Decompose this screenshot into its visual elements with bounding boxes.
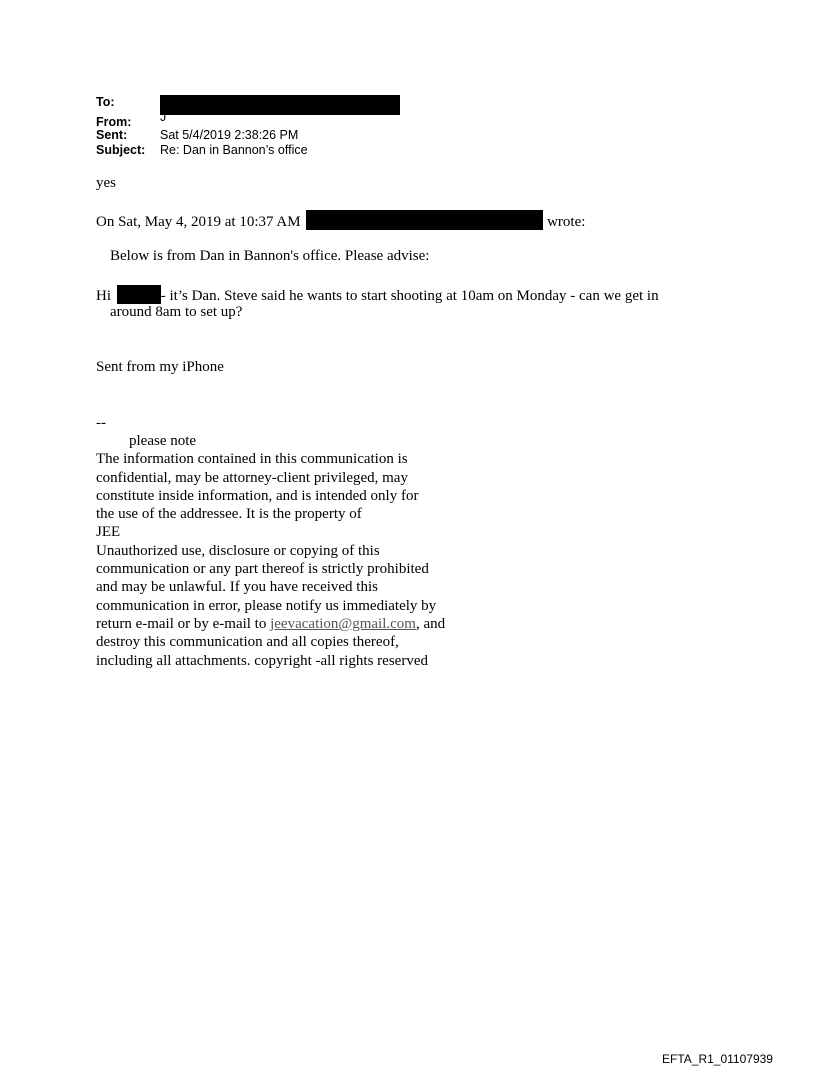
quote-intro-prefix: On Sat, May 4, 2019 at 10:37 AM [96,214,301,230]
sent-label: Sent: [96,127,128,142]
disclaimer-line: communication or any part thereof is strictly prohibited [96,561,429,578]
subject-value: Re: Dan in Bannon’s office [160,143,308,157]
redaction-bar [306,210,543,230]
from-label: From: [96,115,132,129]
disclaimer-line: communication in error, please notify us immediately by [96,597,437,614]
disclaimer-block [96,432,445,670]
email-link[interactable]: jeevacation@gmail.com [270,615,416,632]
quoted-message-line1 [96,285,659,305]
sent-row [96,128,400,144]
separator: -- [96,415,106,431]
disclaimer-line: JEE [96,524,121,541]
email-line-prefix: return e-mail or by e-mail to [96,615,271,632]
document-id: EFTA_R1_01107939 [662,1052,773,1066]
signature: Sent from my iPhone [96,359,224,375]
reply-text: yes [96,175,116,191]
from-value: J [160,110,167,124]
quote-intro [96,210,585,231]
disclaimer-line: and may be unlawful. If you have received this [96,579,378,596]
subject-row [96,143,400,159]
email-line-suffix: , and [415,615,446,632]
disclaimer-line: confidential, may be attorney-client privileged, may [96,469,408,486]
disclaimer-line: destroy this communication and all copies thereof, [96,634,399,651]
subject-label: Subject: [96,143,146,157]
to-label: To: [96,95,115,109]
disclaimer-line: constitute inside information, and is intended only for [96,487,419,504]
message-greeting: Hi [96,288,111,304]
message-line1: - it’s Dan. Steve said he wants to start shooting at 10am on Monday - can we get in [160,288,659,304]
redaction-bar [160,95,400,115]
disclaimer-line: including all attachments. copyright -all rights reserved [96,652,428,669]
disclaimer-note: please note [129,433,197,449]
disclaimer-email-line [96,615,445,633]
quote-intro-suffix: wrote: [547,214,586,230]
disclaimer-line: Unauthorized use, disclosure or copying of this [96,542,380,559]
to-row [96,95,400,115]
sent-value: Sat 5/4/2019 2:38:26 PM [160,127,299,142]
message-line2: around 8am to set up? [110,304,243,320]
redaction-bar [117,285,161,304]
forward-note: Below is from Dan in Bannon's office. Please advise: [110,248,430,264]
disclaimer-line: The information contained in this communication is [96,451,408,468]
disclaimer-line: the use of the addressee. It is the property of [96,506,362,523]
email-header [96,95,400,159]
